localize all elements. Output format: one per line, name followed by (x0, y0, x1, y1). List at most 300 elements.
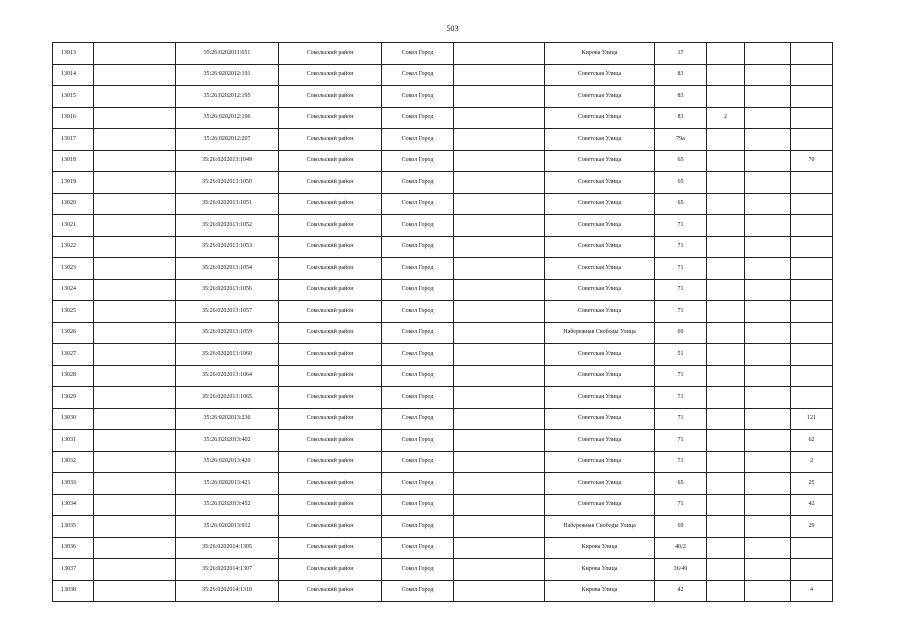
record-number-cell: 13027 (53, 344, 94, 366)
record-number-cell: 13037 (53, 559, 94, 581)
street-cell: Советская Улица (545, 215, 655, 237)
cadastral-number-cell: 35:26:0202013:1056 (176, 279, 279, 301)
table-row (53, 473, 833, 495)
table-row (53, 172, 833, 194)
cadastral-number-cell: 35:26:0202013:912 (176, 516, 279, 538)
record-number-cell: 13031 (53, 430, 94, 452)
structure-cell (745, 344, 791, 366)
apartment-cell (791, 64, 833, 86)
apartment-cell (791, 215, 833, 237)
house-number-cell: 83 (655, 107, 707, 129)
house-number-cell: 71 (655, 301, 707, 323)
record-number-cell: 13023 (53, 258, 94, 280)
structure-cell (745, 301, 791, 323)
cadastral-number-cell: 35:26:0202013:1060 (176, 344, 279, 366)
table-row (53, 258, 833, 280)
cadastral-number-cell: 35:26:0202013:421 (176, 473, 279, 495)
apartment-cell (791, 86, 833, 108)
building-cell (707, 365, 745, 387)
cadastral-number-cell: 35:26:0202012:196 (176, 107, 279, 129)
locality-cell: Сокол Город (382, 344, 454, 366)
locality-cell: Сокол Город (382, 494, 454, 516)
cadastral-number-cell: 35:26:0202014:1310 (176, 580, 279, 602)
district-cell: Сокольский район (279, 279, 382, 301)
apartment-cell (791, 365, 833, 387)
blank-cell (94, 516, 176, 538)
record-number-cell: 13013 (53, 43, 94, 65)
record-number-cell: 13025 (53, 301, 94, 323)
building-cell (707, 344, 745, 366)
district-cell: Сокольский район (279, 516, 382, 538)
record-number-cell: 13028 (53, 365, 94, 387)
blank-cell (94, 344, 176, 366)
district-cell: Сокольский район (279, 451, 382, 473)
street-cell: Набережная Свободы Улица (545, 516, 655, 538)
apartment-cell (791, 322, 833, 344)
house-number-cell: 71 (655, 408, 707, 430)
apartment-cell (791, 129, 833, 151)
structure-cell (745, 473, 791, 495)
table-row (53, 129, 833, 151)
apartment-cell: 70 (791, 150, 833, 172)
apartment-cell (791, 344, 833, 366)
building-cell (707, 279, 745, 301)
house-number-cell: 65 (655, 193, 707, 215)
apartment-cell (791, 258, 833, 280)
street-cell: Советская Улица (545, 408, 655, 430)
blank-cell-2 (454, 322, 545, 344)
structure-cell (745, 451, 791, 473)
building-cell (707, 150, 745, 172)
building-cell (707, 43, 745, 65)
table-row (53, 451, 833, 473)
table-row (53, 344, 833, 366)
locality-cell: Сокол Город (382, 580, 454, 602)
street-cell: Советская Улица (545, 236, 655, 258)
locality-cell: Сокол Город (382, 150, 454, 172)
structure-cell (745, 322, 791, 344)
structure-cell (745, 494, 791, 516)
building-cell (707, 258, 745, 280)
street-cell: Советская Улица (545, 129, 655, 151)
district-cell: Сокольский район (279, 64, 382, 86)
blank-cell (94, 150, 176, 172)
district-cell: Сокольский район (279, 301, 382, 323)
district-cell: Сокольский район (279, 387, 382, 409)
table-row (53, 215, 833, 237)
house-number-cell: 71 (655, 494, 707, 516)
house-number-cell: 71 (655, 215, 707, 237)
district-cell: Сокольский район (279, 107, 382, 129)
blank-cell-2 (454, 279, 545, 301)
table-row (53, 494, 833, 516)
locality-cell: Сокол Город (382, 236, 454, 258)
table-row (53, 537, 833, 559)
blank-cell (94, 258, 176, 280)
building-cell (707, 494, 745, 516)
structure-cell (745, 107, 791, 129)
street-cell: Кирова Улица (545, 580, 655, 602)
blank-cell (94, 473, 176, 495)
cadastral-number-cell: 35:26:0202013:1064 (176, 365, 279, 387)
locality-cell: Сокол Город (382, 430, 454, 452)
structure-cell (745, 64, 791, 86)
blank-cell-2 (454, 215, 545, 237)
street-cell: Кирова Улица (545, 559, 655, 581)
cadastral-number-cell: 35:26:0202013:1052 (176, 215, 279, 237)
district-cell: Сокольский район (279, 129, 382, 151)
blank-cell-2 (454, 494, 545, 516)
building-cell (707, 537, 745, 559)
blank-cell (94, 64, 176, 86)
locality-cell: Сокол Город (382, 559, 454, 581)
house-number-cell: 65 (655, 473, 707, 495)
building-cell (707, 408, 745, 430)
table-row (53, 559, 833, 581)
cadastral-number-cell: 35:26:0202012:191 (176, 64, 279, 86)
blank-cell (94, 236, 176, 258)
table-row (53, 430, 833, 452)
building-cell (707, 193, 745, 215)
building-cell (707, 580, 745, 602)
blank-cell (94, 494, 176, 516)
table-row (53, 86, 833, 108)
building-cell (707, 215, 745, 237)
cadastral-number-cell: 35:26:0202013:420 (176, 451, 279, 473)
structure-cell (745, 537, 791, 559)
cadastral-number-cell: 35:26:0202013:452 (176, 494, 279, 516)
locality-cell: Сокол Город (382, 387, 454, 409)
blank-cell-2 (454, 150, 545, 172)
locality-cell: Сокол Город (382, 473, 454, 495)
blank-cell-2 (454, 64, 545, 86)
blank-cell (94, 43, 176, 65)
house-number-cell: 36/49 (655, 559, 707, 581)
structure-cell (745, 86, 791, 108)
structure-cell (745, 430, 791, 452)
locality-cell: Сокол Город (382, 322, 454, 344)
street-cell: Набережная Свободы Улица (545, 322, 655, 344)
cadastral-number-cell: 35:26:0202013:1057 (176, 301, 279, 323)
house-number-cell: 71 (655, 258, 707, 280)
table-row (53, 64, 833, 86)
street-cell: Кирова Улица (545, 43, 655, 65)
structure-cell (745, 408, 791, 430)
table-row (53, 580, 833, 602)
cadastral-number-cell: 35:26:0202013:1050 (176, 172, 279, 194)
street-cell: Советская Улица (545, 301, 655, 323)
building-cell (707, 387, 745, 409)
structure-cell (745, 129, 791, 151)
locality-cell: Сокол Город (382, 107, 454, 129)
structure-cell (745, 365, 791, 387)
blank-cell-2 (454, 43, 545, 65)
record-number-cell: 13030 (53, 408, 94, 430)
street-cell: Советская Улица (545, 64, 655, 86)
street-cell: Советская Улица (545, 430, 655, 452)
apartment-cell: 25 (791, 473, 833, 495)
record-number-cell: 13026 (53, 322, 94, 344)
building-cell (707, 129, 745, 151)
locality-cell: Сокол Город (382, 301, 454, 323)
street-cell: Советская Улица (545, 193, 655, 215)
blank-cell (94, 172, 176, 194)
blank-cell (94, 430, 176, 452)
record-number-cell: 13033 (53, 473, 94, 495)
blank-cell (94, 279, 176, 301)
house-number-cell: 65 (655, 172, 707, 194)
house-number-cell: 69 (655, 516, 707, 538)
blank-cell-2 (454, 537, 545, 559)
table-row (53, 43, 833, 65)
blank-cell-2 (454, 86, 545, 108)
district-cell: Сокольский район (279, 236, 382, 258)
district-cell: Сокольский район (279, 408, 382, 430)
building-cell (707, 86, 745, 108)
cadastral-number-cell: 35:26:0202013:236 (176, 408, 279, 430)
blank-cell-2 (454, 129, 545, 151)
record-number-cell: 13016 (53, 107, 94, 129)
registry-body (53, 43, 833, 602)
apartment-cell (791, 279, 833, 301)
record-number-cell: 13038 (53, 580, 94, 602)
blank-cell (94, 387, 176, 409)
record-number-cell: 13015 (53, 86, 94, 108)
district-cell: Сокольский район (279, 365, 382, 387)
street-cell: Советская Улица (545, 107, 655, 129)
cadastral-number-cell: 35:26:0202013:1051 (176, 193, 279, 215)
blank-cell-2 (454, 408, 545, 430)
district-cell: Сокольский район (279, 537, 382, 559)
record-number-cell: 13036 (53, 537, 94, 559)
blank-cell (94, 365, 176, 387)
record-number-cell: 13019 (53, 172, 94, 194)
cadastral-number-cell: 35:26:0202013:1065 (176, 387, 279, 409)
district-cell: Сокольский район (279, 430, 382, 452)
district-cell: Сокольский район (279, 150, 382, 172)
district-cell: Сокольский район (279, 322, 382, 344)
locality-cell: Сокол Город (382, 279, 454, 301)
blank-cell-2 (454, 301, 545, 323)
locality-cell: Сокол Город (382, 365, 454, 387)
building-cell (707, 301, 745, 323)
structure-cell (745, 193, 791, 215)
structure-cell (745, 172, 791, 194)
district-cell: Сокольский район (279, 559, 382, 581)
building-cell (707, 473, 745, 495)
record-number-cell: 13020 (53, 193, 94, 215)
house-number-cell: 51 (655, 344, 707, 366)
blank-cell (94, 129, 176, 151)
house-number-cell: 42 (655, 580, 707, 602)
building-cell (707, 451, 745, 473)
apartment-cell: 42 (791, 494, 833, 516)
blank-cell (94, 537, 176, 559)
building-cell (707, 172, 745, 194)
blank-cell-2 (454, 451, 545, 473)
building-cell (707, 64, 745, 86)
locality-cell: Сокол Город (382, 258, 454, 280)
table-row (53, 279, 833, 301)
building-cell (707, 322, 745, 344)
record-number-cell: 13021 (53, 215, 94, 237)
record-number-cell: 13017 (53, 129, 94, 151)
apartment-cell: 4 (791, 580, 833, 602)
record-number-cell: 13024 (53, 279, 94, 301)
locality-cell: Сокол Город (382, 43, 454, 65)
record-number-cell: 13035 (53, 516, 94, 538)
structure-cell (745, 236, 791, 258)
table-row (53, 516, 833, 538)
structure-cell (745, 559, 791, 581)
blank-cell-2 (454, 107, 545, 129)
locality-cell: Сокол Город (382, 451, 454, 473)
blank-cell-2 (454, 430, 545, 452)
house-number-cell: 71 (655, 236, 707, 258)
house-number-cell: 79а (655, 129, 707, 151)
house-number-cell: 83 (655, 64, 707, 86)
street-cell: Советская Улица (545, 344, 655, 366)
house-number-cell: 83 (655, 86, 707, 108)
cadastral-number-cell: 35:26:0202011:651 (176, 43, 279, 65)
district-cell: Сокольский район (279, 86, 382, 108)
record-number-cell: 13022 (53, 236, 94, 258)
street-cell: Советская Улица (545, 150, 655, 172)
cadastral-number-cell: 35:26:0202013:1049 (176, 150, 279, 172)
street-cell: Советская Улица (545, 365, 655, 387)
page-number: 503 (446, 24, 459, 33)
blank-cell (94, 193, 176, 215)
blank-cell (94, 301, 176, 323)
registry-table (52, 42, 833, 602)
locality-cell: Сокол Город (382, 516, 454, 538)
apartment-cell: 62 (791, 430, 833, 452)
blank-cell-2 (454, 193, 545, 215)
blank-cell (94, 107, 176, 129)
blank-cell-2 (454, 344, 545, 366)
blank-cell-2 (454, 258, 545, 280)
table-row (53, 150, 833, 172)
apartment-cell (791, 236, 833, 258)
blank-cell-2 (454, 365, 545, 387)
district-cell: Сокольский район (279, 344, 382, 366)
record-number-cell: 13029 (53, 387, 94, 409)
apartment-cell (791, 172, 833, 194)
locality-cell: Сокол Город (382, 537, 454, 559)
cadastral-number-cell: 35:26:0202013:1054 (176, 258, 279, 280)
blank-cell-2 (454, 559, 545, 581)
house-number-cell: 71 (655, 451, 707, 473)
blank-cell-2 (454, 387, 545, 409)
apartment-cell: 29 (791, 516, 833, 538)
blank-cell-2 (454, 516, 545, 538)
table-row (53, 107, 833, 129)
cadastral-number-cell: 35:26:0202013:1053 (176, 236, 279, 258)
table-row (53, 408, 833, 430)
blank-cell-2 (454, 172, 545, 194)
building-cell (707, 516, 745, 538)
table-row (53, 365, 833, 387)
district-cell: Сокольский район (279, 43, 382, 65)
apartment-cell: 121 (791, 408, 833, 430)
building-cell (707, 236, 745, 258)
structure-cell (745, 215, 791, 237)
apartment-cell (791, 559, 833, 581)
cadastral-number-cell: 35:26:0202012:207 (176, 129, 279, 151)
district-cell: Сокольский район (279, 172, 382, 194)
table-row (53, 301, 833, 323)
house-number-cell: 71 (655, 430, 707, 452)
structure-cell (745, 258, 791, 280)
district-cell: Сокольский район (279, 193, 382, 215)
cadastral-number-cell: 35:26:0202012:195 (176, 86, 279, 108)
structure-cell (745, 150, 791, 172)
street-cell: Советская Улица (545, 494, 655, 516)
record-number-cell: 13018 (53, 150, 94, 172)
apartment-cell (791, 387, 833, 409)
record-number-cell: 13014 (53, 64, 94, 86)
blank-cell-2 (454, 580, 545, 602)
blank-cell (94, 451, 176, 473)
blank-cell-2 (454, 236, 545, 258)
locality-cell: Сокол Город (382, 193, 454, 215)
district-cell: Сокольский район (279, 215, 382, 237)
blank-cell (94, 580, 176, 602)
locality-cell: Сокол Город (382, 408, 454, 430)
table-row (53, 193, 833, 215)
table-row (53, 322, 833, 344)
structure-cell (745, 279, 791, 301)
blank-cell (94, 559, 176, 581)
street-cell: Советская Улица (545, 473, 655, 495)
locality-cell: Сокол Город (382, 64, 454, 86)
building-cell (707, 430, 745, 452)
structure-cell (745, 43, 791, 65)
street-cell: Советская Улица (545, 86, 655, 108)
cadastral-number-cell: 35:26:0202014:1305 (176, 537, 279, 559)
locality-cell: Сокол Город (382, 86, 454, 108)
street-cell: Советская Улица (545, 258, 655, 280)
house-number-cell: 69 (655, 322, 707, 344)
district-cell: Сокольский район (279, 494, 382, 516)
blank-cell (94, 86, 176, 108)
house-number-cell: 65 (655, 150, 707, 172)
apartment-cell (791, 537, 833, 559)
apartment-cell (791, 301, 833, 323)
district-cell: Сокольский район (279, 473, 382, 495)
apartment-cell (791, 193, 833, 215)
locality-cell: Сокол Город (382, 215, 454, 237)
street-cell: Советская Улица (545, 451, 655, 473)
cadastral-number-cell: 35:26:0202013:402 (176, 430, 279, 452)
blank-cell (94, 322, 176, 344)
house-number-cell: 71 (655, 365, 707, 387)
building-cell (707, 559, 745, 581)
street-cell: Кирова Улица (545, 537, 655, 559)
blank-cell-2 (454, 473, 545, 495)
blank-cell (94, 215, 176, 237)
apartment-cell (791, 43, 833, 65)
structure-cell (745, 580, 791, 602)
district-cell: Сокольский район (279, 580, 382, 602)
apartment-cell (791, 107, 833, 129)
apartment-cell: 2 (791, 451, 833, 473)
cadastral-number-cell: 35:26:0202014:1307 (176, 559, 279, 581)
structure-cell (745, 516, 791, 538)
street-cell: Советская Улица (545, 387, 655, 409)
locality-cell: Сокол Город (382, 172, 454, 194)
building-cell: 2 (707, 107, 745, 129)
